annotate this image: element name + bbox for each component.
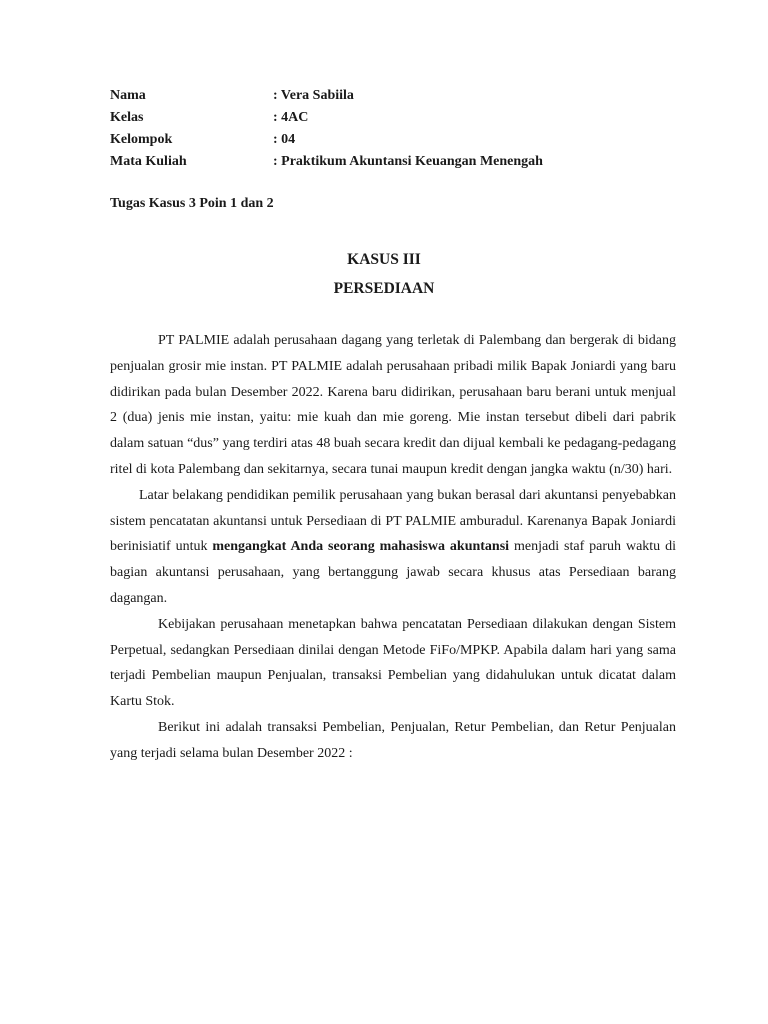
paragraph-2-start: Latar belakang pendidikan pemilik perusahaan yang bukan berasal dari akuntansi penyebabkan sistem pencatatan akuntansi untuk Persediaan di PT PALMIE amburadul. Karenanya Bapak Joniardi berinisiatif untuk xyxy=(110,487,676,555)
info-row-nama xyxy=(110,85,543,107)
info-label: Mata Kuliah xyxy=(110,154,187,169)
case-subtitle: PERSEDIAAN xyxy=(333,280,435,297)
student-info xyxy=(110,85,543,173)
info-row-kelas xyxy=(110,107,543,129)
body-text xyxy=(110,328,676,767)
paragraph-2-end: menjadi staf paruh waktu di bagian akuntansi perusahaan, yang bertanggung jawab secara khusus atas Persediaan barang dagangan. xyxy=(110,539,676,606)
info-value: : 4AC xyxy=(273,110,309,125)
case-title: KASUS III xyxy=(347,251,421,268)
paragraph-2 xyxy=(110,483,676,612)
info-label: Kelompok xyxy=(110,132,173,147)
info-label: Kelas xyxy=(110,110,144,125)
info-value: : Praktikum Akuntansi Keuangan Menengah xyxy=(273,154,543,169)
info-value: : 04 xyxy=(273,132,296,147)
paragraph-1: PT PALMIE adalah perusahaan dagang yang terletak di Palembang dan bergerak di bidang penjualan grosir mie instan. PT PALMIE adalah perusahaan pribadi milik Bapak Joniardi yang baru didirikan pada bulan Desember 2022. Karena baru didirikan, perusahaan baru berani untuk menjual 2 (dua) jenis mie instan, yaitu: mie kuah dan mie goreng. Mie instan tersebut dibeli dari pabrik dalam satuan “dus” yang terdiri atas 48 buah secara kredit dan dijual kembali ke pedagang-pedagang ritel di kota Palembang dan sekitarnya, secara tunai maupun kredit dengan jangka waktu (n/30) hari. xyxy=(110,333,676,477)
task-title: Tugas Kasus 3 Poin 1 dan 2 xyxy=(110,196,274,211)
info-value: : Vera Sabiila xyxy=(273,88,354,103)
paragraph-2-bold: mengangkat Anda seorang mahasiswa akuntansi xyxy=(212,539,510,555)
paragraph-3: Kebijakan perusahaan menetapkan bahwa pencatatan Persediaan dilakukan dengan Sistem Perpetual, sedangkan Persediaan dinilai dengan Metode FiFo/MPKP. Apabila dalam hari yang sama terjadi Pembelian maupun Penjualan, transaksi Pembelian yang didahulukan untuk dicatat dalam Kartu Stok. xyxy=(110,616,676,710)
info-row-kelompok xyxy=(110,129,543,151)
paragraph-4: Berikut ini adalah transaksi Pembelian, Penjualan, Retur Pembelian, dan Retur Penjualan yang terjadi selama bulan Desember 2022 : xyxy=(110,719,676,761)
info-row-mata-kuliah xyxy=(110,151,543,173)
info-label: Nama xyxy=(110,88,146,103)
